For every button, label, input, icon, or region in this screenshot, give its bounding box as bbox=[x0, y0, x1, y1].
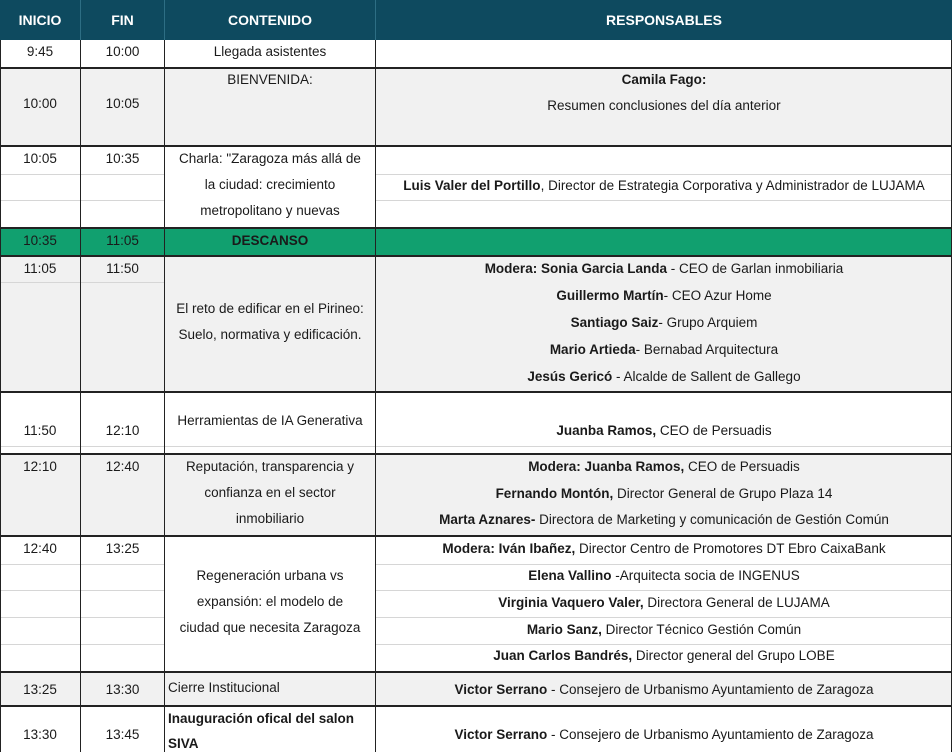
content-cell: DESCANSO bbox=[231, 233, 309, 248]
responsible-line: Mario Artieda- Bernabad Arquitectura bbox=[549, 342, 779, 357]
content-cell: Charla: "Zaragoza más allá de la ciudad: crecimiento metropolitano y nuevas bbox=[179, 151, 361, 218]
responsible-line: Elena Vallino -Arquitecta socia de INGENUS bbox=[528, 568, 800, 583]
responsible-line: Modera: Juanba Ramos, CEO de Persuadis bbox=[528, 459, 800, 474]
table-row bbox=[0, 536, 952, 672]
start-time: 10:35 bbox=[23, 233, 57, 248]
table-row bbox=[0, 256, 952, 392]
table-row bbox=[0, 392, 952, 454]
content-cell: Regeneración urbana vs expansión: el modelo de ciudad que necesita Zaragoza bbox=[179, 568, 361, 635]
end-time: 13:45 bbox=[105, 727, 140, 742]
responsible-line: Victor Serrano - Consejero de Urbanismo Ayuntamiento de Zaragoza bbox=[454, 727, 874, 742]
start-time: 12:40 bbox=[23, 541, 57, 556]
header-contenido: CONTENIDO bbox=[165, 0, 375, 40]
start-time: 12:10 bbox=[23, 459, 57, 474]
responsible-line: Mario Sanz, Director Técnico Gestión Común bbox=[526, 622, 802, 637]
end-time: 10:35 bbox=[105, 151, 140, 166]
responsible-line: Juanba Ramos, CEO de Persuadis bbox=[556, 423, 772, 438]
table-row bbox=[0, 146, 952, 228]
responsible-line: Guillermo Martín- CEO Azur Home bbox=[556, 288, 772, 303]
responsible-line: Jesús Gericó - Alcalde de Sallent de Gallego bbox=[527, 369, 801, 384]
break-row bbox=[0, 228, 952, 256]
start-time: 10:00 bbox=[23, 96, 57, 111]
start-time: 11:05 bbox=[23, 261, 57, 276]
content-cell: Inauguración ofical del salon SIVA bbox=[168, 711, 355, 751]
header-inicio: INICIO bbox=[0, 0, 80, 40]
end-time: 13:30 bbox=[105, 682, 140, 697]
responsible-line: Luis Valer del Portillo, Director de Estrategia Corporativa y Administrador de LUJAMA bbox=[403, 178, 925, 193]
responsible-line: Juan Carlos Bandrés, Director general del Grupo LOBE bbox=[493, 648, 835, 663]
content-cell: Herramientas de IA Generativa bbox=[177, 413, 363, 428]
content-cell: El reto de edificar en el Pirineo: Suelo, normativa y edificación. bbox=[176, 301, 364, 342]
end-time: 10:00 bbox=[105, 44, 140, 59]
responsible-line: Virginia Vaquero Valer, Directora General de LUJAMA bbox=[498, 595, 830, 610]
start-time: 13:30 bbox=[23, 727, 57, 742]
end-time: 11:05 bbox=[106, 233, 139, 248]
content-cell: Reputación, transparencia y confianza en el sector inmobiliario bbox=[185, 459, 355, 526]
responsible-line: Victor Serrano - Consejero de Urbanismo Ayuntamiento de Zaragoza bbox=[454, 682, 874, 697]
responsible-line: Marta Aznares- Directora de Marketing y comunicación de Gestión Común bbox=[439, 512, 889, 527]
start-time: 10:05 bbox=[23, 151, 57, 166]
table-row bbox=[0, 68, 952, 146]
content-cell: BIENVENIDA: bbox=[227, 72, 313, 87]
header-responsables: RESPONSABLES bbox=[376, 0, 952, 40]
responsible-line: Santiago Saiz- Grupo Arquiem bbox=[570, 315, 758, 330]
responsible-line: Modera: Sonia Garcia Landa - CEO de Garlan inmobiliaria bbox=[484, 261, 844, 276]
end-time: 11:50 bbox=[106, 261, 139, 276]
end-time: 10:05 bbox=[105, 96, 140, 111]
responsible-line: Camila Fago: bbox=[621, 72, 707, 87]
content-cell: Llegada asistentes bbox=[213, 44, 327, 59]
responsible-line: Resumen conclusiones del día anterior bbox=[547, 98, 781, 113]
table-row bbox=[0, 706, 952, 752]
start-time: 11:50 bbox=[23, 423, 57, 438]
start-time: 13:25 bbox=[23, 682, 57, 697]
responsible-line: Fernando Montón, Director General de Grupo Plaza 14 bbox=[495, 486, 833, 501]
responsible-line: Modera: Iván Ibañez, Director Centro de Promotores DT Ebro CaixaBank bbox=[442, 541, 886, 556]
end-time: 13:25 bbox=[105, 541, 140, 556]
end-time: 12:10 bbox=[105, 423, 140, 438]
start-time: 9:45 bbox=[26, 44, 54, 59]
header-fin: FIN bbox=[81, 0, 164, 40]
content-cell: Cierre Institucional bbox=[168, 680, 280, 695]
table-row bbox=[0, 40, 952, 68]
table-row bbox=[0, 454, 952, 536]
end-time: 12:40 bbox=[105, 459, 140, 474]
table-row bbox=[0, 672, 952, 706]
